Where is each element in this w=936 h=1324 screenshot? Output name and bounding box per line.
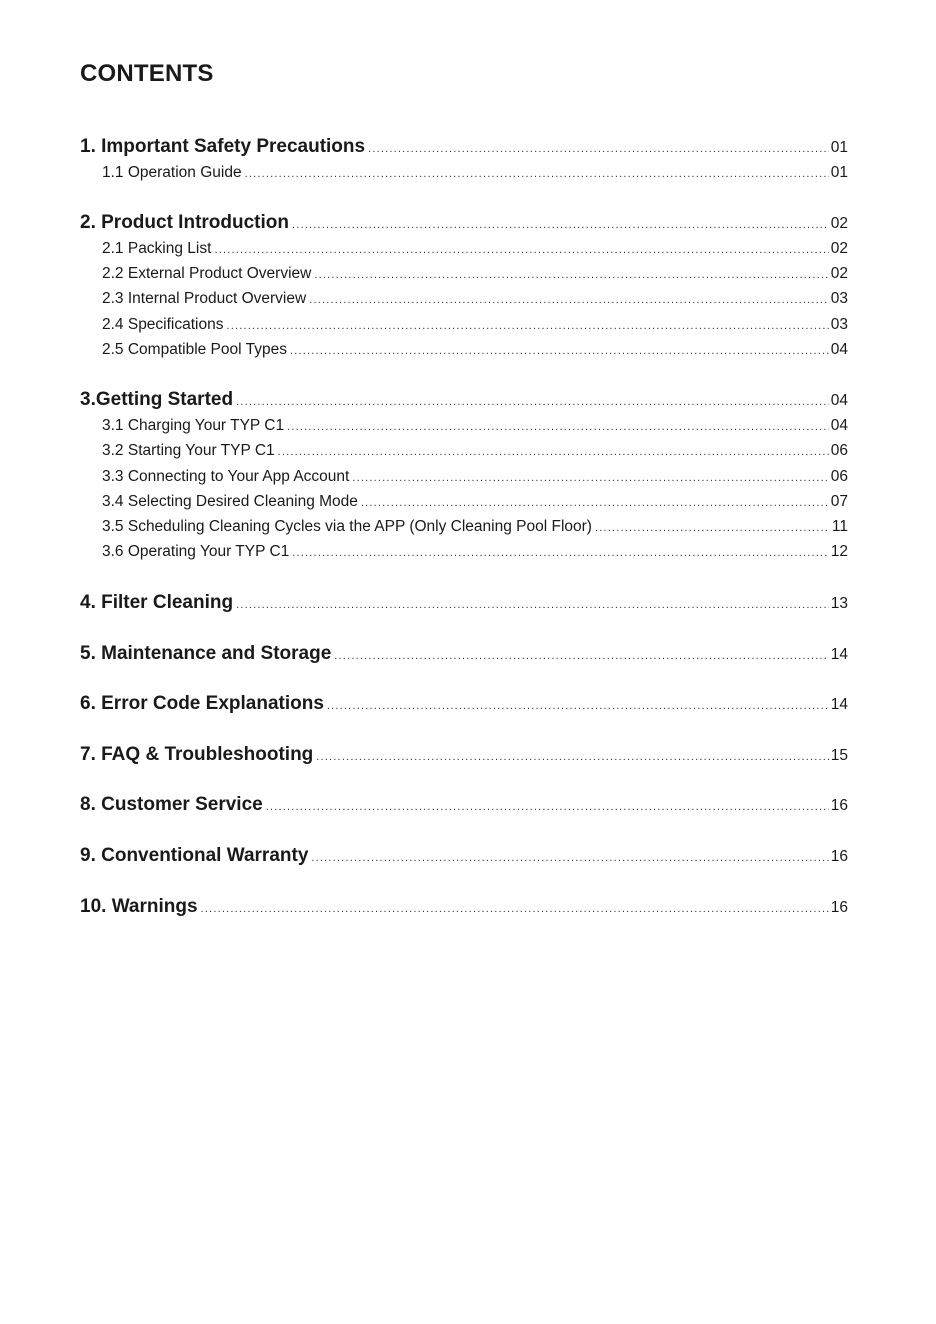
toc-entry-page: 06: [830, 468, 848, 485]
toc-entry-page: 12: [830, 543, 848, 560]
toc-entry-label: 2. Product Introduction: [80, 212, 289, 233]
dot-leader: [278, 446, 829, 458]
toc-entry: [102, 442, 848, 460]
toc-entry-page: 07: [830, 493, 848, 510]
toc-entry-label: 2.5 Compatible Pool Types: [102, 341, 287, 358]
toc-entry-label: 3.6 Operating Your TYP C1: [102, 543, 290, 560]
dot-leader: [352, 472, 828, 484]
toc-entry: [80, 389, 848, 411]
toc-entry: [102, 316, 848, 334]
toc-entry-page: 04: [830, 417, 848, 434]
toc-entry-page: 02: [830, 265, 848, 282]
toc-entry-page: 06: [830, 442, 848, 459]
toc-entry-page: 11: [831, 518, 848, 535]
toc-entry: [102, 543, 848, 561]
toc-entry-page: 02: [830, 215, 848, 232]
toc-entry: [102, 493, 848, 511]
toc-entry: [80, 693, 848, 715]
toc-entry-label: 7. FAQ & Troubleshooting: [80, 744, 314, 765]
toc-entry-label: 3.2 Starting Your TYP C1: [102, 442, 275, 459]
toc-entry: [80, 744, 848, 766]
toc-entry-page: 13: [830, 595, 848, 612]
dot-leader: [292, 547, 828, 559]
dot-leader: [368, 143, 829, 155]
dot-leader: [227, 320, 829, 332]
page-title: CONTENTS: [80, 60, 214, 87]
toc-entry-page: 04: [830, 392, 848, 409]
toc-entry-page: 14: [830, 696, 848, 713]
toc-entry-page: 16: [830, 899, 848, 916]
dot-leader: [309, 294, 829, 306]
toc-entry: [102, 341, 848, 359]
toc-entry-page: 04: [830, 341, 848, 358]
toc-entry: [102, 417, 848, 435]
dot-leader: [316, 751, 828, 763]
toc-entry-page: 01: [830, 164, 848, 181]
toc-entry-label: 4. Filter Cleaning: [80, 592, 234, 613]
toc-entry: [80, 136, 848, 158]
toc-entry-page: 03: [830, 316, 848, 333]
dot-leader: [287, 421, 829, 433]
dot-leader: [334, 650, 828, 662]
toc-entry-label: 2.2 External Product Overview: [102, 265, 312, 282]
toc-entry-page: 15: [830, 747, 848, 764]
toc-entry-page: 03: [830, 290, 848, 307]
toc-entry: [80, 212, 848, 234]
dot-leader: [201, 903, 829, 915]
toc-entry: [102, 468, 848, 486]
toc-entry-label: 3.4 Selecting Desired Cleaning Mode: [102, 493, 358, 510]
toc-entry-label: 6. Error Code Explanations: [80, 693, 324, 714]
toc-entry-label: 3.1 Charging Your TYP C1: [102, 417, 285, 434]
toc-entry: [80, 643, 848, 665]
dot-leader: [595, 522, 830, 534]
toc-entry-label: 10. Warnings: [80, 896, 198, 917]
toc-entry-page: 16: [830, 848, 848, 865]
dot-leader: [314, 269, 828, 281]
toc-entry: [80, 845, 848, 867]
toc-entry: [80, 794, 848, 816]
toc-entry-label: 1.1 Operation Guide: [102, 164, 242, 181]
toc-entry: [102, 290, 848, 308]
toc-entry-label: 1. Important Safety Precautions: [80, 136, 366, 157]
dot-leader: [290, 345, 829, 357]
toc-entry-page: 16: [830, 797, 848, 814]
toc-entry: [102, 518, 848, 536]
dot-leader: [292, 219, 829, 231]
toc-entry-label: 5. Maintenance and Storage: [80, 643, 332, 664]
toc-entry-label: 3.3 Connecting to Your App Account: [102, 468, 350, 485]
toc-entry: [80, 896, 848, 918]
dot-leader: [361, 497, 829, 509]
toc-entry: [102, 240, 848, 258]
dot-leader: [245, 168, 829, 180]
toc-entry-label: 2.3 Internal Product Overview: [102, 290, 307, 307]
toc-entry-label: 8. Customer Service: [80, 794, 263, 815]
dot-leader: [327, 700, 829, 712]
toc-entry: [102, 164, 848, 182]
toc-entry-label: 2.1 Packing List: [102, 240, 212, 257]
dot-leader: [266, 801, 829, 813]
toc-entry-page: 01: [830, 139, 848, 156]
dot-leader: [214, 244, 828, 256]
dot-leader: [236, 396, 829, 408]
dot-leader: [236, 599, 829, 611]
toc-entry-label: 3.5 Scheduling Cleaning Cycles via the APP (Only Cleaning Pool Floor): [102, 518, 592, 535]
toc-entry: [102, 265, 848, 283]
toc-entry-label: 2.4 Specifications: [102, 316, 224, 333]
toc-entry: [80, 592, 848, 614]
toc-entry-label: 3.Getting Started: [80, 389, 234, 410]
toc-entry-page: 02: [830, 240, 848, 257]
toc-entry-page: 14: [830, 646, 848, 663]
dot-leader: [311, 852, 828, 864]
toc-entry-label: 9. Conventional Warranty: [80, 845, 309, 866]
